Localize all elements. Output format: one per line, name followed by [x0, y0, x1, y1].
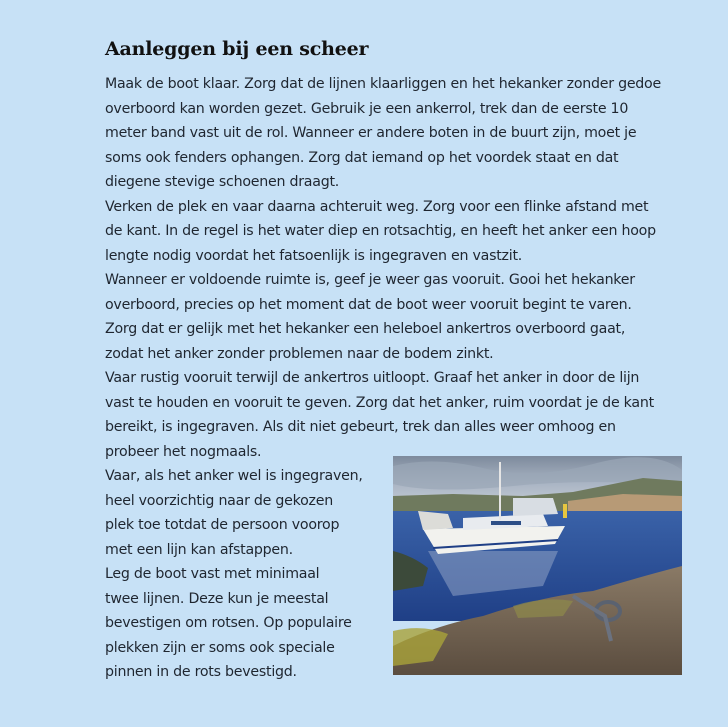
text-line: plekken zijn er soms ook speciale	[105, 639, 335, 656]
text-line: bereikt, is ingegraven. Als dit niet gebeurt, trek dan alles weer omhoog en	[105, 419, 616, 435]
section-title: Aanleggen bij een scheer	[105, 38, 369, 60]
side-text	[105, 464, 385, 685]
text-line: overboord kan worden gezet. Gebruik je een ankerrol, trek dan de eerste 10	[105, 100, 629, 117]
text-line: heel voorzichtig naar de gekozen	[105, 492, 333, 509]
flag	[563, 504, 567, 518]
text-line: Vaar, als het anker wel is ingegraven,	[105, 468, 363, 484]
sailboat-photo	[393, 456, 682, 675]
text-line: Maak de boot klaar. Zorg dat de lijnen klaarliggen en het hekanker zonder gedoe	[105, 76, 661, 92]
text-line: Verken de plek en vaar daarna achteruit weg. Zorg voor een flinke afstand met	[105, 198, 649, 215]
boat-canopy	[513, 498, 558, 516]
text-line: Wanneer er voldoende ruimte is, geef je weer gas vooruit. Gooi het hekanker	[105, 272, 635, 288]
text-line: Vaar rustig vooruit terwijl de ankertros uitloopt. Graaf het anker in door de lijn	[105, 370, 640, 386]
text-line: lengte nodig voordat het fatsoenlijk is ingegraven en vastzit.	[105, 247, 523, 264]
text-line: probeer het nogmaals.	[105, 443, 262, 460]
text-line: twee lijnen. Deze kun je meestal	[105, 590, 329, 607]
text-line: pinnen in de rots bevestigd.	[105, 664, 297, 680]
text-line: Leg de boot vast met minimaal	[105, 566, 320, 582]
text-line: met een lijn kan afstappen.	[105, 541, 293, 558]
text-line: Zorg dat er gelijk met het hekanker een heleboel ankertros overboord gaat,	[105, 321, 626, 337]
text-line: diegene stevige schoenen draagt.	[105, 174, 340, 190]
body-text	[105, 72, 705, 464]
boat-window	[491, 521, 521, 525]
text-line: de kant. In de regel is het water diep en rotsachtig, en heeft het anker een hoop	[105, 223, 656, 239]
text-line: vast te houden en vooruit te geven. Zorg dat het anker, ruim voordat je de kant	[105, 394, 654, 411]
text-line: zodat het anker zonder problemen naar de bodem zinkt.	[105, 345, 494, 362]
text-line: overboord, precies op het moment dat de boot weer vooruit begint te varen.	[105, 296, 632, 313]
text-line: plek toe totdat de persoon voorop	[105, 517, 340, 533]
text-line: soms ook fenders ophangen. Zorg dat iemand op het voordek staat en dat	[105, 149, 619, 166]
text-line: meter band vast uit de rol. Wanneer er andere boten in de buurt zijn, moet je	[105, 125, 637, 141]
text-line: bevestigen om rotsen. Op populaire	[105, 615, 352, 631]
